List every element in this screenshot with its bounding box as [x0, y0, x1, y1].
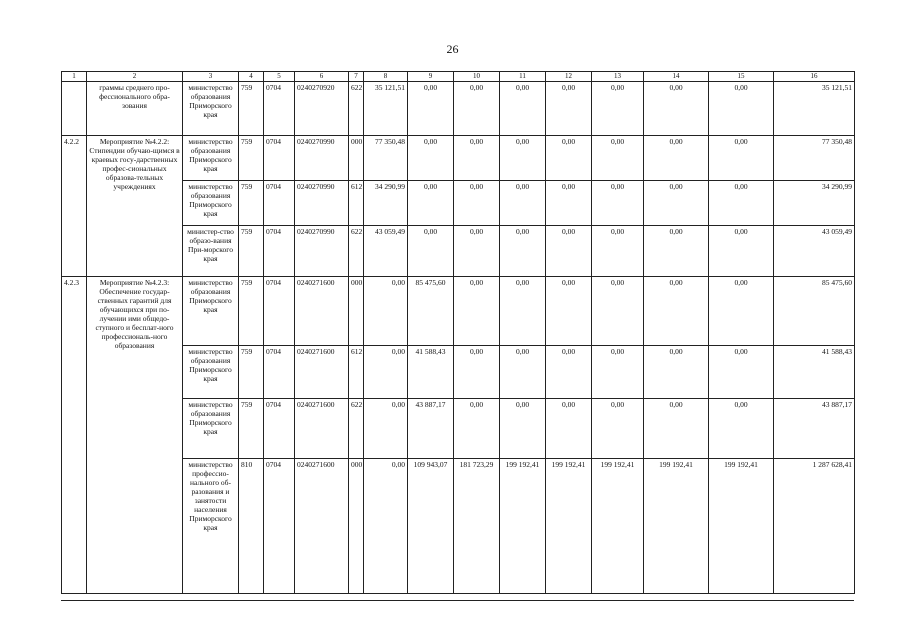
- cell-col-15: 0,00: [709, 277, 774, 346]
- header-cell-8: 8: [364, 72, 408, 82]
- cell-col-8: 35 121,51: [364, 82, 408, 136]
- cell-col-14: 0,00: [644, 226, 709, 277]
- cell-col-11: 0,00: [500, 136, 546, 181]
- cell-col-14: 0,00: [644, 346, 709, 399]
- row-number: 4.2.3: [62, 277, 87, 594]
- cell-col-13: 199 192,41: [592, 459, 644, 594]
- cell-executor: министерство образования Приморского края: [183, 136, 239, 181]
- cell-col-15: 0,00: [709, 346, 774, 399]
- cell-col-7: 000: [349, 277, 364, 346]
- cell-col-15: 0,00: [709, 82, 774, 136]
- header-cell-5: 5: [264, 72, 295, 82]
- cell-col-16: 85 475,60: [774, 277, 855, 346]
- cell-col-12: 199 192,41: [546, 459, 592, 594]
- cell-col-13: 0,00: [592, 226, 644, 277]
- cell-col-4: 759: [239, 399, 264, 459]
- cell-col-16: 34 290,99: [774, 181, 855, 226]
- cell-col-13: 0,00: [592, 277, 644, 346]
- cell-col-4: 810: [239, 459, 264, 594]
- cell-col-12: 0,00: [546, 136, 592, 181]
- cell-col-11: 0,00: [500, 399, 546, 459]
- cell-col-7: 612: [349, 346, 364, 399]
- cell-col-9: 0,00: [408, 181, 454, 226]
- cell-col-9: 109 943,07: [408, 459, 454, 594]
- cell-col-4: 759: [239, 136, 264, 181]
- cell-col-10: 0,00: [454, 82, 500, 136]
- table-row: [62, 136, 855, 181]
- cell-col-14: 0,00: [644, 181, 709, 226]
- page-number: 26: [446, 42, 459, 56]
- cell-col-11: 0,00: [500, 82, 546, 136]
- cell-col-6: 0240271600: [295, 277, 349, 346]
- cell-col-5: 0704: [264, 82, 295, 136]
- cell-executor: министерство профессио-нального об-разования и занятости населения Приморского края: [183, 459, 239, 594]
- cell-col-8: 0,00: [364, 459, 408, 594]
- cell-col-5: 0704: [264, 226, 295, 277]
- cell-col-6: 0240271600: [295, 346, 349, 399]
- cell-col-11: 0,00: [500, 226, 546, 277]
- cell-col-9: 43 887,17: [408, 399, 454, 459]
- cell-col-13: 0,00: [592, 399, 644, 459]
- header-cell-10: 10: [454, 72, 500, 82]
- cell-col-14: 199 192,41: [644, 459, 709, 594]
- cell-col-13: 0,00: [592, 82, 644, 136]
- table-row: [62, 277, 855, 346]
- cell-executor: министерство образования Приморского края: [183, 82, 239, 136]
- cell-col-14: 0,00: [644, 136, 709, 181]
- cell-col-9: 85 475,60: [408, 277, 454, 346]
- cell-col-5: 0704: [264, 181, 295, 226]
- cell-col-6: 0240270920: [295, 82, 349, 136]
- cell-col-8: 0,00: [364, 399, 408, 459]
- cell-col-13: 0,00: [592, 181, 644, 226]
- header-cell-3: 3: [183, 72, 239, 82]
- header-cell-16: 16: [774, 72, 855, 82]
- cell-col-16: 43 059,49: [774, 226, 855, 277]
- cell-col-12: 0,00: [546, 346, 592, 399]
- cell-col-16: 41 588,43: [774, 346, 855, 399]
- cell-col-9: 0,00: [408, 226, 454, 277]
- cell-col-15: 0,00: [709, 399, 774, 459]
- cell-col-8: 77 350,48: [364, 136, 408, 181]
- cell-col-12: 0,00: [546, 277, 592, 346]
- cell-executor: министерство образования Приморского края: [183, 181, 239, 226]
- cell-col-11: 199 192,41: [500, 459, 546, 594]
- cell-col-7: 622: [349, 82, 364, 136]
- cell-col-10: 0,00: [454, 181, 500, 226]
- cell-col-5: 0704: [264, 346, 295, 399]
- cell-col-11: 0,00: [500, 277, 546, 346]
- cell-col-16: 35 121,51: [774, 82, 855, 136]
- budget-table: [61, 71, 855, 594]
- cell-col-4: 759: [239, 226, 264, 277]
- cell-col-11: 0,00: [500, 181, 546, 226]
- cell-col-14: 0,00: [644, 399, 709, 459]
- cell-col-14: 0,00: [644, 82, 709, 136]
- cell-col-12: 0,00: [546, 226, 592, 277]
- cell-col-10: 181 723,29: [454, 459, 500, 594]
- header-cell-1: 1: [62, 72, 87, 82]
- header-cell-7: 7: [349, 72, 364, 82]
- cell-col-12: 0,00: [546, 399, 592, 459]
- header-cell-14: 14: [644, 72, 709, 82]
- cell-col-15: 0,00: [709, 226, 774, 277]
- cell-executor: министер-ство образо-вания При-морского края: [183, 226, 239, 277]
- header-cell-4: 4: [239, 72, 264, 82]
- cell-col-5: 0704: [264, 136, 295, 181]
- cell-col-13: 0,00: [592, 346, 644, 399]
- cell-col-8: 0,00: [364, 277, 408, 346]
- cell-col-13: 0,00: [592, 136, 644, 181]
- header-cell-9: 9: [408, 72, 454, 82]
- cell-col-4: 759: [239, 346, 264, 399]
- cell-col-14: 0,00: [644, 277, 709, 346]
- cell-col-6: 0240270990: [295, 181, 349, 226]
- cell-col-11: 0,00: [500, 346, 546, 399]
- cell-col-8: 43 059,49: [364, 226, 408, 277]
- cell-col-4: 759: [239, 277, 264, 346]
- header-cell-13: 13: [592, 72, 644, 82]
- activity-name: Мероприятие №4.2.3: Обеспечение государ-ственных гарантий для обучающихся при по-лучении ими общедо-ступного и бесплат-ного профессиональ-ного образования: [87, 277, 183, 594]
- cell-col-6: 0240271600: [295, 399, 349, 459]
- header-cell-11: 11: [500, 72, 546, 82]
- cell-col-15: 199 192,41: [709, 459, 774, 594]
- activity-name: граммы среднего про-фессионального обра-зования: [87, 82, 183, 136]
- cell-col-7: 000: [349, 136, 364, 181]
- cell-col-9: 0,00: [408, 82, 454, 136]
- cell-col-7: 622: [349, 399, 364, 459]
- header-cell-15: 15: [709, 72, 774, 82]
- cell-col-6: 0240271600: [295, 459, 349, 594]
- cell-col-15: 0,00: [709, 136, 774, 181]
- cell-col-10: 0,00: [454, 136, 500, 181]
- cell-col-9: 41 588,43: [408, 346, 454, 399]
- cell-col-15: 0,00: [709, 181, 774, 226]
- header-row: [62, 72, 855, 82]
- cell-col-5: 0704: [264, 277, 295, 346]
- cell-col-16: 1 287 628,41: [774, 459, 855, 594]
- activity-name: Мероприятие №4.2.2: Стипендии обучаю-щимся в краевых госу-дарственных профес-сиональных образова-тельных учреждениях: [87, 136, 183, 277]
- cell-col-7: 622: [349, 226, 364, 277]
- cell-col-7: 612: [349, 181, 364, 226]
- cell-col-4: 759: [239, 82, 264, 136]
- cell-col-10: 0,00: [454, 346, 500, 399]
- cell-col-7: 000: [349, 459, 364, 594]
- cell-col-12: 0,00: [546, 181, 592, 226]
- cell-col-10: 0,00: [454, 399, 500, 459]
- cell-executor: министерство образования Приморского края: [183, 346, 239, 399]
- cell-col-8: 34 290,99: [364, 181, 408, 226]
- cell-executor: министерство образования Приморского края: [183, 399, 239, 459]
- table-row: [62, 82, 855, 136]
- row-number: [62, 82, 87, 136]
- cell-col-16: 43 887,17: [774, 399, 855, 459]
- header-cell-2: 2: [87, 72, 183, 82]
- cell-col-10: 0,00: [454, 226, 500, 277]
- cell-col-16: 77 350,48: [774, 136, 855, 181]
- cell-col-5: 0704: [264, 399, 295, 459]
- cell-executor: министерство образования Приморского края: [183, 277, 239, 346]
- cell-col-5: 0704: [264, 459, 295, 594]
- cell-col-6: 0240270990: [295, 136, 349, 181]
- cell-col-9: 0,00: [408, 136, 454, 181]
- table-bottom-border: [61, 600, 854, 601]
- cell-col-8: 0,00: [364, 346, 408, 399]
- row-number: 4.2.2: [62, 136, 87, 277]
- header-cell-6: 6: [295, 72, 349, 82]
- header-cell-12: 12: [546, 72, 592, 82]
- cell-col-6: 0240270990: [295, 226, 349, 277]
- cell-col-12: 0,00: [546, 82, 592, 136]
- cell-col-4: 759: [239, 181, 264, 226]
- cell-col-10: 0,00: [454, 277, 500, 346]
